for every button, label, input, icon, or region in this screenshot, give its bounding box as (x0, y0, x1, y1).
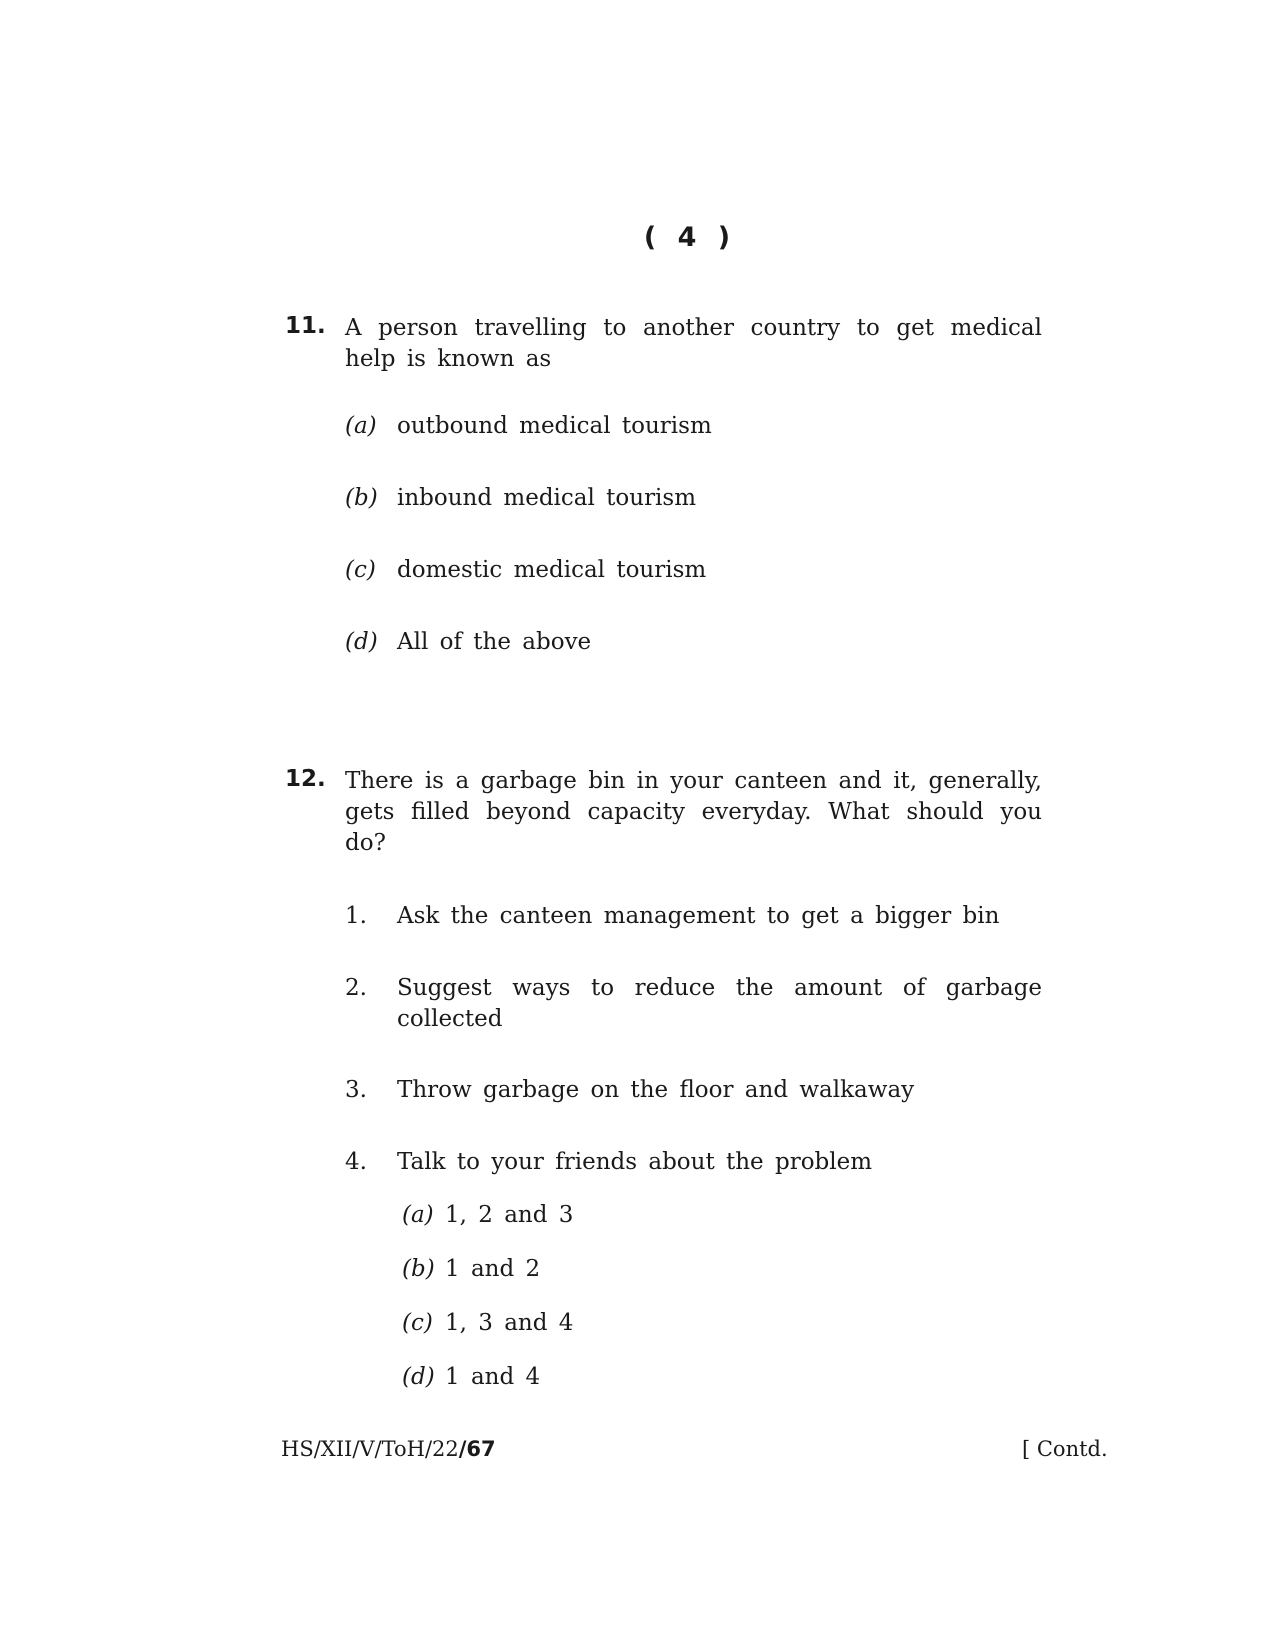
option-text: 1 and 4 (445, 1364, 541, 1390)
option-text: 1, 2 and 3 (445, 1202, 574, 1228)
option-label: (c) (402, 1310, 433, 1336)
statement-number: 1. (345, 903, 367, 929)
option-label: (a) (345, 413, 377, 439)
question-stem: There is a garbage bin in your canteen and it, generally, gets filled beyond capacity everyday. What should you do? (345, 768, 1042, 856)
statement-3 (345, 1075, 1042, 1106)
option-text: 1, 3 and 4 (445, 1310, 574, 1336)
option-a (345, 413, 712, 439)
option-label: (b) (345, 485, 378, 511)
option-b (402, 1256, 540, 1282)
page-number: ( 4 ) (643, 222, 737, 253)
option-label: (b) (402, 1256, 435, 1282)
paper-code-suffix: /67 (458, 1437, 496, 1461)
statement-number: 4. (345, 1149, 367, 1175)
statement-number: 2. (345, 975, 367, 1001)
question-number: 12. (285, 766, 326, 792)
option-label: (c) (345, 557, 376, 583)
option-d (402, 1364, 540, 1390)
option-d (345, 629, 591, 655)
option-a (402, 1202, 573, 1228)
option-text: outbound medical tourism (397, 413, 712, 439)
contd-note: [ Contd. (1022, 1437, 1108, 1461)
option-text: All of the above (397, 629, 592, 655)
statement-number: 3. (345, 1077, 367, 1103)
statement-4 (345, 1147, 1042, 1178)
option-text: domestic medical tourism (397, 557, 707, 583)
statement-text: Talk to your friends about the problem (397, 1149, 873, 1175)
option-label: (a) (402, 1202, 434, 1228)
option-text: inbound medical tourism (397, 485, 697, 511)
statement-1 (345, 901, 1042, 932)
statement-text: Suggest ways to reduce the amount of garbage collected (397, 975, 1042, 1032)
option-label: (d) (345, 629, 378, 655)
option-text: 1 and 2 (445, 1256, 541, 1282)
option-b (345, 485, 696, 511)
question-number: 11. (285, 313, 326, 339)
option-c (345, 557, 706, 583)
option-c (402, 1310, 573, 1336)
statement-text: Throw garbage on the floor and walkaway (397, 1077, 915, 1103)
option-label: (d) (402, 1364, 435, 1390)
paper-code-prefix: HS/XII/V/ToH/22 (281, 1437, 459, 1461)
paper-code (281, 1437, 496, 1461)
statement-text: Ask the canteen management to get a bigger bin (397, 903, 1000, 929)
statement-2 (345, 973, 1042, 1035)
question-stem: A person travelling to another country to get medical help is known as (345, 315, 1042, 372)
